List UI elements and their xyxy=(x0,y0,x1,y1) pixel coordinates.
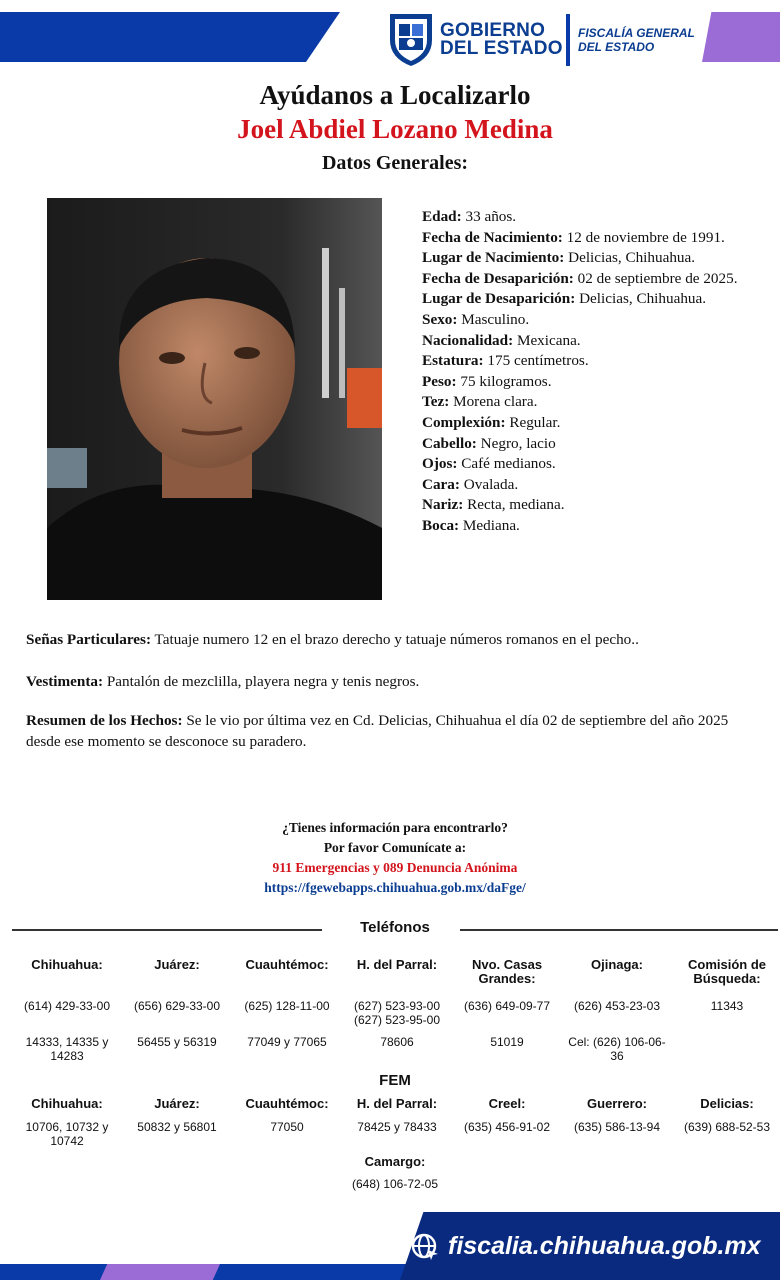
fiscalia-wordmark: FISCALÍA GENERAL DEL ESTADO xyxy=(578,26,695,54)
footer-purple-band xyxy=(100,1264,220,1280)
phones-extension-cell: Cel: (626) 106-06-36 xyxy=(568,1035,666,1063)
phones-row-1 xyxy=(12,999,780,1027)
contact-block xyxy=(0,818,780,898)
phones-number-cell: (636) 649-09-77 xyxy=(463,999,551,1013)
fem-row-1 xyxy=(12,1120,780,1148)
data-item-label: Edad: xyxy=(422,208,462,225)
camargo-label: Camargo: xyxy=(364,1154,426,1169)
distinguishing-marks-label: Señas Particulares: xyxy=(26,631,152,648)
data-item xyxy=(422,289,742,310)
phones-city-header: H. del Parral: xyxy=(356,957,438,972)
state-shield-logo xyxy=(386,10,436,68)
fem-city-header: Cuauhtémoc: xyxy=(245,1096,329,1111)
phones-header-row xyxy=(12,958,780,986)
incident-summary-value: Se le vio por última vez en Cd. Delicias, Chihuahua el día 02 de septiembre del año 2025 desde ese momento se desconoce su paradero. xyxy=(26,712,729,750)
distinguishing-marks-value: Tatuaje numero 12 en el brazo derecho y tatuaje números romanos en el pecho.. xyxy=(151,631,639,648)
data-item-value: Ovalada. xyxy=(459,475,519,493)
fem-city-header: Delicias: xyxy=(700,1096,754,1111)
clothing xyxy=(26,671,761,692)
data-item-label: Cabello: xyxy=(422,434,477,452)
fem-header-row xyxy=(12,1097,780,1111)
fem-number-cell: (635) 586-13-94 xyxy=(573,1120,661,1134)
data-item-value: 75 kilogramos. xyxy=(456,372,552,390)
phones-row-2 xyxy=(12,1035,780,1063)
emergency-numbers: 911 Emergencias y 089 Denuncia Anónima xyxy=(272,860,518,875)
fem-city-header: Creel: xyxy=(488,1096,526,1111)
data-item-label: Fecha de Nacimiento: xyxy=(422,228,563,246)
fem-number-cell: 10706, 10732 y 10742 xyxy=(25,1120,109,1148)
phones-number-cell: (614) 429-33-00 xyxy=(23,999,111,1013)
incident-summary-label: Resumen de los Hechos: xyxy=(26,712,183,729)
camargo-phone: (648) 106-72-05 xyxy=(351,1177,439,1191)
data-item-label: Ojos: xyxy=(422,455,458,473)
fem-city-header: Guerrero: xyxy=(587,1096,647,1111)
data-item-value: Mexicana. xyxy=(513,331,581,349)
data-item-value: Recta, mediana. xyxy=(463,496,565,514)
data-item xyxy=(422,228,742,249)
phones-number-cell: (625) 128-11-00 xyxy=(244,999,330,1013)
distinguishing-marks xyxy=(26,629,761,650)
phones-city-header: Juárez: xyxy=(154,957,200,972)
fem-number-cell: (639) 688-52-53 xyxy=(683,1120,771,1134)
header-blue-band xyxy=(0,12,340,62)
page-title: Ayúdanos a Localizarlo xyxy=(259,80,531,110)
phones-extension-cell: 14333, 14335 y 14283 xyxy=(25,1035,109,1063)
fem-number-cell: 50832 y 56801 xyxy=(137,1120,217,1134)
gobierno-del-estado-wordmark: GOBIERNO DEL ESTADO xyxy=(440,20,563,59)
fem-number-cell: 78425 y 78433 xyxy=(357,1120,437,1134)
clothing-label: Vestimenta: xyxy=(26,673,104,690)
header-purple-band xyxy=(702,12,780,62)
footer-website[interactable]: fiscalia.chihuahua.gob.mx xyxy=(448,1232,761,1260)
phones-extension-cell xyxy=(672,1035,780,1063)
data-item-label: Cara: xyxy=(422,475,460,493)
data-item-label: Lugar de Nacimiento: xyxy=(422,249,565,267)
data-item xyxy=(422,516,742,537)
phones-city-header: Cuauhtémoc: xyxy=(245,957,329,972)
data-item xyxy=(422,248,742,269)
phones-extension-cell: 78606 xyxy=(380,1035,414,1049)
fem-title: FEM xyxy=(379,1072,411,1089)
fem-number-cell: 77050 xyxy=(270,1120,304,1134)
missing-person-photo xyxy=(47,198,382,600)
data-item-value: 175 centímetros. xyxy=(483,352,589,370)
fem-city-header: H. del Parral: xyxy=(356,1096,438,1111)
fem-city-header: Juárez: xyxy=(154,1096,200,1111)
data-item-label: Tez: xyxy=(422,393,450,411)
data-item-label: Lugar de Desaparición: xyxy=(422,290,576,308)
missing-person-name: Joel Abdiel Lozano Medina xyxy=(237,114,553,144)
data-item-label: Nacionalidad: xyxy=(422,331,514,349)
phones-city-header: Nvo. Casas Grandes: xyxy=(471,957,543,986)
phones-extension-cell: 51019 xyxy=(490,1035,524,1049)
clothing-value: Pantalón de mezclilla, playera negra y tenis negros. xyxy=(103,673,420,690)
data-item-value: Masculino. xyxy=(457,310,530,328)
incident-summary xyxy=(26,710,761,752)
fem-number-cell: (635) 456-91-02 xyxy=(463,1120,551,1134)
data-item-value: Negro, lacio xyxy=(476,434,556,452)
data-item xyxy=(422,495,742,516)
phones-number-cell: (656) 629-33-00 xyxy=(133,999,221,1013)
contact-question: ¿Tienes información para encontrarlo? xyxy=(282,820,508,835)
data-item-label: Complexión: xyxy=(422,413,506,431)
header-separator xyxy=(566,14,570,66)
report-link[interactable]: https://fgewebapps.chihuahua.gob.mx/daFge/ xyxy=(264,880,526,895)
globe-cursor-icon xyxy=(410,1232,440,1262)
fem-city-header: Chihuahua: xyxy=(31,1096,103,1111)
phones-number-cell: 11343 xyxy=(710,999,744,1013)
data-item-label: Sexo: xyxy=(422,310,458,328)
data-item-value: Mediana. xyxy=(459,516,520,534)
data-item xyxy=(422,269,742,290)
data-item-label: Peso: xyxy=(422,372,457,390)
data-item-value: Morena clara. xyxy=(449,393,538,411)
phones-city-header: Comisión de Búsqueda: xyxy=(687,957,766,986)
data-item-value: Delicias, Chihuahua. xyxy=(564,249,696,267)
data-item-value: Delicias, Chihuahua. xyxy=(575,290,707,308)
data-item xyxy=(422,372,742,393)
data-item-label: Fecha de Desaparición: xyxy=(422,269,574,287)
data-item xyxy=(422,207,742,228)
phones-city-header: Ojinaga: xyxy=(590,957,643,972)
phones-extension-cell: 56455 y 56319 xyxy=(137,1035,217,1049)
general-data-list xyxy=(422,207,742,537)
data-item xyxy=(422,351,742,372)
data-item-label: Estatura: xyxy=(422,352,484,370)
data-item-value: 12 de noviembre de 1991. xyxy=(562,228,725,246)
data-item-value: 02 de septiembre de 2025. xyxy=(573,269,738,287)
data-item xyxy=(422,331,742,352)
phones-title: Teléfonos xyxy=(360,919,430,936)
data-item xyxy=(422,475,742,496)
data-item-value: 33 años. xyxy=(461,208,517,225)
data-item-value: Café medianos. xyxy=(457,455,556,473)
contact-request: Por favor Comunícate a: xyxy=(323,840,467,855)
phones-city-header: Chihuahua: xyxy=(31,957,103,972)
data-item xyxy=(422,392,742,413)
data-item xyxy=(422,434,742,455)
data-item-value: Regular. xyxy=(505,413,561,431)
phones-number-cell: (627) 523-93-00 (627) 523-95-00 xyxy=(353,999,441,1027)
data-item-label: Nariz: xyxy=(422,496,464,514)
phones-number-cell: (626) 453-23-03 xyxy=(573,999,661,1013)
phones-extension-cell: 77049 y 77065 xyxy=(247,1035,327,1049)
section-subtitle: Datos Generales: xyxy=(321,152,469,174)
data-item-label: Boca: xyxy=(422,516,460,534)
data-item xyxy=(422,454,742,475)
data-item xyxy=(422,310,742,331)
data-item xyxy=(422,413,742,434)
